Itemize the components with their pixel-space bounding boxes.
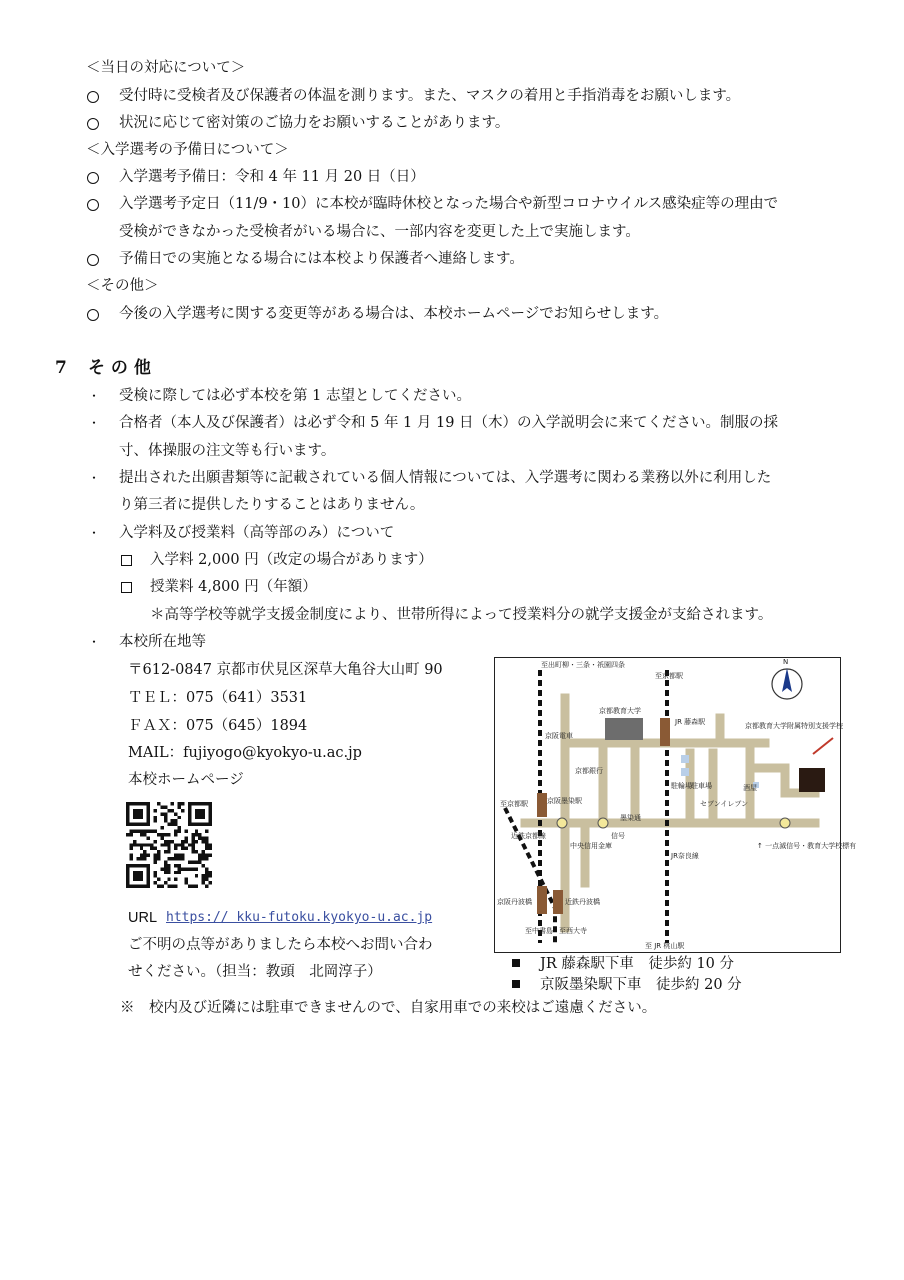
square-bullet	[121, 555, 132, 566]
map-school: 京都教育大学附属特別支援学校	[745, 722, 843, 730]
qr-code[interactable]	[126, 802, 212, 888]
map-to-saidaiji: 至西大寺	[559, 927, 587, 935]
map-liquor: 酒屋	[743, 784, 757, 792]
parking	[681, 768, 689, 776]
reserve-item-2-cont: 受検ができなかった受検者がいる場合に、一部内容を変更した上で実施します。	[119, 224, 640, 240]
circle-bullet	[87, 309, 99, 321]
station-sumizome	[537, 793, 547, 817]
map-north: N	[783, 658, 789, 666]
url-label: URL	[128, 910, 158, 926]
map-jr-nara: JR奈良線	[671, 852, 699, 860]
map-chushin: 中央信用金庫	[570, 842, 612, 850]
s7-item-3-cont: り第三者に提供したりすることはありません。	[119, 497, 425, 513]
day-heading: ＜当日の対応について＞	[86, 60, 246, 76]
homepage-label: 本校ホームページ	[128, 772, 244, 788]
circle-bullet	[87, 118, 99, 130]
fee-tuition: 授業料 4,800 円（年額）	[150, 579, 317, 595]
signal-icon	[557, 818, 567, 828]
station-kintetsu-tanbabashi	[553, 890, 563, 914]
inquiry-line-2: せください。（担当：教頭 北岡淳子）	[128, 964, 382, 980]
map-kintetsu-tanbabashi: 近鉄丹波橋	[565, 898, 600, 906]
map-sumizome: 京阪墨染駅	[547, 797, 582, 805]
signal-icon	[780, 818, 790, 828]
section-title: そ の 他	[88, 358, 151, 378]
map-seven: セブンイレブン	[700, 800, 749, 808]
tel: ＴＥＬ：075（641）3531	[128, 690, 308, 706]
square-bullet	[121, 582, 132, 593]
s7-item-3: 提出された出願書類等に記載されている個人情報については、入学選考に関わる業務以外に利用した	[119, 470, 772, 486]
map-signal-right: ↑ 一点滅信号・教育大学校標有	[757, 842, 857, 850]
parking-notice: ※ 校内及び近隣には駐車できませんので、自家用車での来校はご遠慮ください。	[120, 1000, 657, 1016]
north-compass-icon	[772, 668, 802, 699]
map-to-demachi: 至出町柳・三条・祇園四条	[541, 661, 625, 669]
map-sumizome-dori: 墨染通	[620, 814, 641, 822]
section-number: 7	[55, 358, 67, 378]
reserve-heading: ＜入学選考の予備日について＞	[86, 142, 289, 158]
dot-bullet: ・	[88, 635, 101, 649]
map-keihan-tanbabashi: 京阪丹波橋	[497, 898, 532, 906]
address-heading: 本校所在地等	[119, 634, 206, 650]
circle-bullet	[87, 91, 99, 103]
square-bullet	[512, 980, 520, 988]
access-map	[494, 657, 857, 953]
map-to-chushojima: 至中書島	[525, 927, 553, 935]
other-heading: ＜その他＞	[86, 278, 159, 294]
circle-bullet	[87, 172, 99, 184]
map-kintetsu-line: 近鉄京都線	[511, 832, 546, 840]
fee-note: ＊高等学校等就学支援金制度により、世帯所得によって授業料分の就学支援金が支給されます。	[150, 607, 773, 623]
map-parking: 駐車場	[691, 782, 712, 790]
kintetsu-railway	[505, 808, 555, 943]
fee-admission: 入学料 2,000 円（改定の場合があります）	[150, 552, 433, 568]
dot-bullet: ・	[88, 416, 101, 430]
station-jr-fujinomori	[660, 718, 670, 746]
signal-icon	[598, 818, 608, 828]
s7-item-4: 入学料及び授業料（高等部のみ）について	[119, 525, 395, 541]
dot-bullet: ・	[88, 471, 101, 485]
dot-bullet: ・	[88, 389, 101, 403]
mail: MAIL：fujiyogo@kyokyo‐u.ac.jp	[128, 745, 362, 761]
school-building	[799, 768, 825, 792]
address: 〒612‐0847 京都市伏見区深草大亀谷大山町 90	[128, 662, 443, 678]
map-jr-fujinomori: JR 藤森駅	[675, 718, 706, 726]
map-to-kyoto-left: 至京都駅	[500, 800, 528, 808]
map-signal: 信号	[611, 832, 625, 840]
circle-bullet	[87, 199, 99, 211]
dot-bullet: ・	[88, 526, 101, 540]
s7-item-2: 合格者（本人及び保護者）は必ず令和 5 年 1 月 19 日（木）の入学説明会に来てください。制服の採	[119, 415, 779, 431]
other-item-1: 今後の入学選考に関する変更等がある場合は、本校ホームページでお知らせします。	[119, 306, 669, 322]
s7-item-2-cont: 寸、体操服の注文等も行います。	[119, 443, 336, 459]
day-item-1: 受付時に受検者及び保護者の体温を測ります。また、マスクの着用と手指消毒をお願いします。	[119, 88, 741, 104]
map-bicycle: 駐輪場	[671, 782, 692, 790]
map-to-momoyama: 至 JR 桃山駅	[645, 942, 685, 950]
reserve-item-1: 入学選考予備日：令和 4 年 11 月 20 日（日）	[119, 169, 425, 185]
fax: ＦＡＸ：075（645）1894	[128, 718, 308, 734]
map-to-kyoto-top: 至京都駅	[655, 672, 683, 680]
circle-bullet	[87, 254, 99, 266]
access-jr: JR 藤森駅下車 徒歩約 10 分	[540, 956, 735, 972]
university-building	[605, 718, 643, 740]
station-keihan-tanbabashi	[537, 886, 547, 914]
reserve-item-3: 予備日での実施となる場合には本校より保護者へ連絡します。	[119, 251, 524, 267]
bicycle-parking	[681, 755, 689, 763]
s7-item-1: 受検に際しては必ず本校を第 1 志望としてください。	[119, 388, 471, 404]
map-keihan-line: 京阪電車	[545, 732, 573, 740]
reserve-item-2: 入学選考予定日（11/9・10）に本校が臨時休校となった場合や新型コロナウイルス感染症等の理由で	[119, 196, 779, 212]
homepage-link[interactable]: https:// kku-futoku.kyokyo-u.ac.jp	[166, 910, 433, 925]
day-item-2: 状況に応じて密対策のご協力をお願いすることがあります。	[119, 115, 510, 131]
square-bullet	[512, 959, 520, 967]
map-univ: 京都教育大学	[599, 707, 641, 715]
map-kyoto-bank: 京都銀行	[575, 767, 603, 775]
access-keihan: 京阪墨染駅下車 徒歩約 20 分	[540, 977, 742, 993]
school-arrow-icon	[813, 738, 833, 754]
inquiry-line-1: ご不明の点等がありましたら本校へお問い合わ	[128, 937, 433, 953]
